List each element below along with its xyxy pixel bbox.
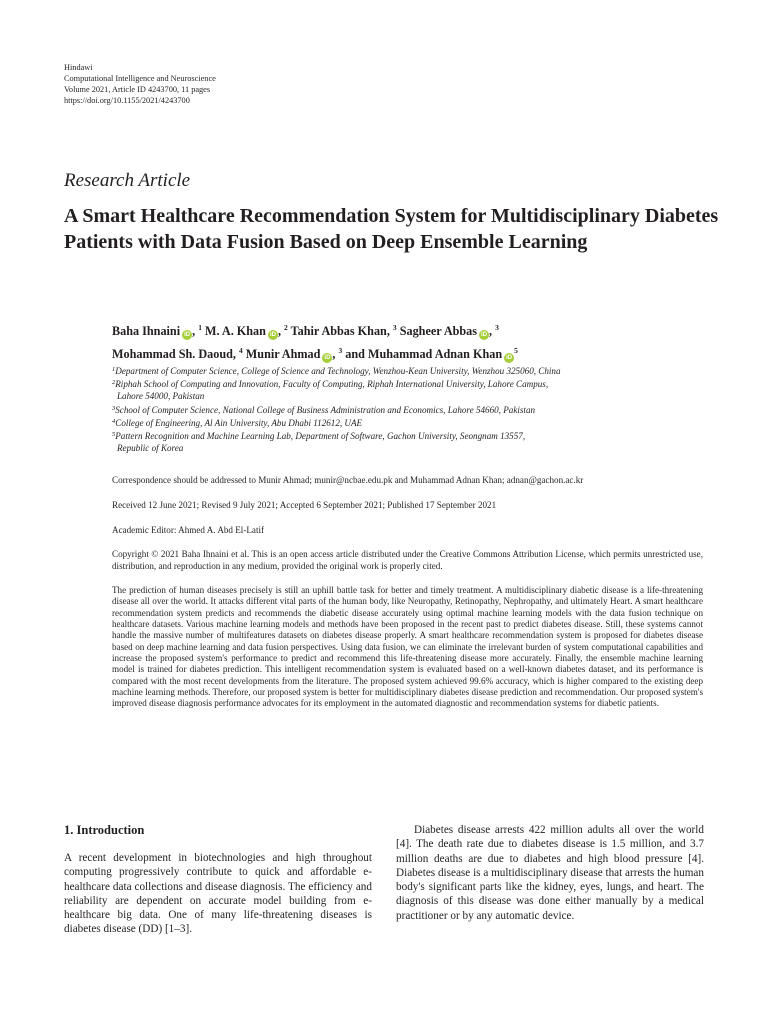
intro-column-1: A recent development in biotechnologies and high throughout computing progressively contribute to quick and affordable e-healthcare data collections and disease diagnosis. The efficiency and reliability are dependent on accurate model building from e-healthcare big data. One of many life-threatening diseases is diabetes disease (DD) [1–3]. bbox=[64, 852, 372, 936]
article-title: A Smart Healthcare Recommendation System for Multidisciplinary Diabetes Patients with Data Fusion Based on Deep Ensemble Learning bbox=[64, 205, 719, 253]
orcid-icon[interactable]: iD bbox=[481, 332, 488, 339]
affiliation-5: $^5$Pattern Recognition and Machine Learning Lab, Department of Software, Gachon University, Seongnam 13557, Republic of Korea bbox=[112, 431, 526, 454]
affiliation-sup: 5 bbox=[514, 346, 518, 356]
academic-editor: Academic Editor: Ahmed A. Abd El-Latif bbox=[112, 525, 265, 535]
abstract: The prediction of human diseases precisely is still an uphill battle task for better and timely treatment. A multidisciplinary diabetic disease is a life-threatening disease all over the world. It attacks different vital parts of the human body, like Neuropathy, Retinopathy, Nephropathy, and ultimately Heart. A smart healthcare recommendation system predicts and recommends the diabetic disease accurately using optimal machine learning models with the data fusion technique on healthcare datasets. Various machine learning models and methods have been proposed in the recent past to predict diabetes disease. Still, these systems cannot handle the massive number of multifeatures datasets on diabetes disease properly. A smart healthcare recommendation system is proposed for diabetes disease based on deep machine learning and data fusion perspectives. Using data fusion, we can eliminate the irrelevant burden of system computational capabilities and increase the proposed system's performance to predict and recommend this life-threatening disease more accurately. Finally, the ensemble machine learning model is trained for diabetes prediction. This intelligent recommendation system is evaluated based on a well-known diabetes dataset, and its performance is compared with the most recent developments from the literature. The proposed system achieved 99.6% accuracy, which is higher compared to the existing deep machine learning methods. Therefore, our proposed system is better for multidisciplinary diabetes disease prediction and recommendation. Our proposed system's improved disease diagnosis performance advocates for its employment in the automated diagnostic and recommendation systems for diabetic patients. bbox=[112, 585, 703, 709]
affiliation-3: $^3$School of Computer Science, National College of Business Administration and Economics, Lahore 54660, Pakistan bbox=[112, 404, 536, 415]
section-heading: 1. Introduction bbox=[64, 823, 145, 837]
affiliations bbox=[112, 364, 712, 454]
author-name: Tahir Abbas Khan bbox=[290, 324, 387, 339]
author-list: Baha Ihnaini iD , $^1$ M. A. Khan iD , $^2$ Tahir Abbas Khan, $^3$ Sagheer Abbas iD , $^3$ Mohammad Sh. Daoud, $^4$ Munir Ahmad iD , $^3$ and Muhammad Adnan Khan $iD^5$ bbox=[112, 323, 518, 362]
journal-name: Computational Intelligence and Neuroscience bbox=[64, 74, 216, 83]
author-name: Mohammad Sh. Daoud bbox=[112, 347, 233, 362]
affiliation-sup: 3 bbox=[495, 323, 499, 332]
orcid-icon[interactable]: iD bbox=[269, 332, 276, 339]
affiliation-sup: 1 bbox=[198, 323, 202, 332]
publisher-name: Hindawi bbox=[64, 63, 93, 72]
author-1[interactable]: Baha Ihnaini iD , $^1$ bbox=[112, 323, 202, 339]
author-name: M. A. Khan bbox=[204, 324, 266, 339]
author-name: Sagheer Abbas bbox=[399, 324, 478, 339]
author-2[interactable]: M. A. Khan iD , $^2$ bbox=[204, 323, 288, 339]
affiliation-sup: 3 bbox=[338, 346, 343, 356]
affiliation-sup: 3 bbox=[392, 323, 397, 332]
author-name: Baha Ihnaini bbox=[112, 324, 181, 339]
affiliation-sup: 2 bbox=[284, 323, 288, 332]
affiliation-sup: 4 bbox=[238, 346, 243, 356]
author-name: Munir Ahmad bbox=[245, 347, 321, 362]
doi-link[interactable]: https://doi.org/10.1155/2021/4243700 bbox=[64, 96, 190, 105]
affiliation-4: $^4$College of Engineering, Al Ain University, Abu Dhabi 112612, UAE bbox=[112, 417, 363, 428]
correspondence: Correspondence should be addressed to Munir Ahmad; munir@ncbae.edu.pk and Muhammad Adnan Khan; adnan@gachon.ac.kr bbox=[112, 475, 584, 485]
affiliation-2: $^2$Riphah School of Computing and Innovation, Faculty of Computing, Riphah International University, Lahore Campus, Lahore 54000, Pakistan bbox=[112, 379, 549, 402]
author-4[interactable]: Sagheer Abbas iD , $^3$ bbox=[399, 323, 499, 339]
orcid-icon[interactable]: iD bbox=[506, 355, 513, 362]
affiliation-1: $^1$Department of Computer Science, College of Science and Technology, Wenzhou-Kean University, Wenzhou 325060, China bbox=[112, 366, 561, 376]
author-7[interactable] bbox=[368, 347, 518, 361]
intro-column-2: Diabetes disease arrests 422 million adults all over the world [4]. The death rate due to diabetes disease is 1.5 million, and 3.7 million deaths are due to diabetes and high blood pressure [4]. Diabetes disease is a multidisciplinary disease that arrests the human body's significant parts like the kidney, eyes, lungs, and heart. The diagnosis of this disease was done either manually by a medical practitioner or by any automatic device. bbox=[396, 824, 704, 922]
author-3[interactable]: Tahir Abbas Khan, $^3$ bbox=[290, 323, 397, 339]
author-5[interactable]: Mohammad Sh. Daoud, $^4$ bbox=[112, 346, 243, 362]
orcid-icon[interactable]: iD bbox=[324, 355, 331, 362]
author-6[interactable]: Munir Ahmad iD , $^3$ bbox=[245, 346, 343, 362]
copyright-notice: Copyright © 2021 Baha Ihnaini et al. This is an open access article distributed under the Creative Commons Attribution License, which permits unrestricted use, distribution, and reproduction in any medium, provided the original work is properly cited. bbox=[112, 549, 703, 572]
publication-dates: Received 12 June 2021; Revised 9 July 2021; Accepted 6 September 2021; Published 17 September 2021 bbox=[112, 500, 497, 510]
journal-header bbox=[64, 62, 216, 106]
orcid-icon[interactable]: iD bbox=[184, 332, 191, 339]
article-type: Research Article bbox=[64, 170, 191, 191]
volume-info: Volume 2021, Article ID 4243700, 11 pages bbox=[64, 85, 211, 94]
author-name: Muhammad Adnan Khan bbox=[368, 347, 503, 362]
